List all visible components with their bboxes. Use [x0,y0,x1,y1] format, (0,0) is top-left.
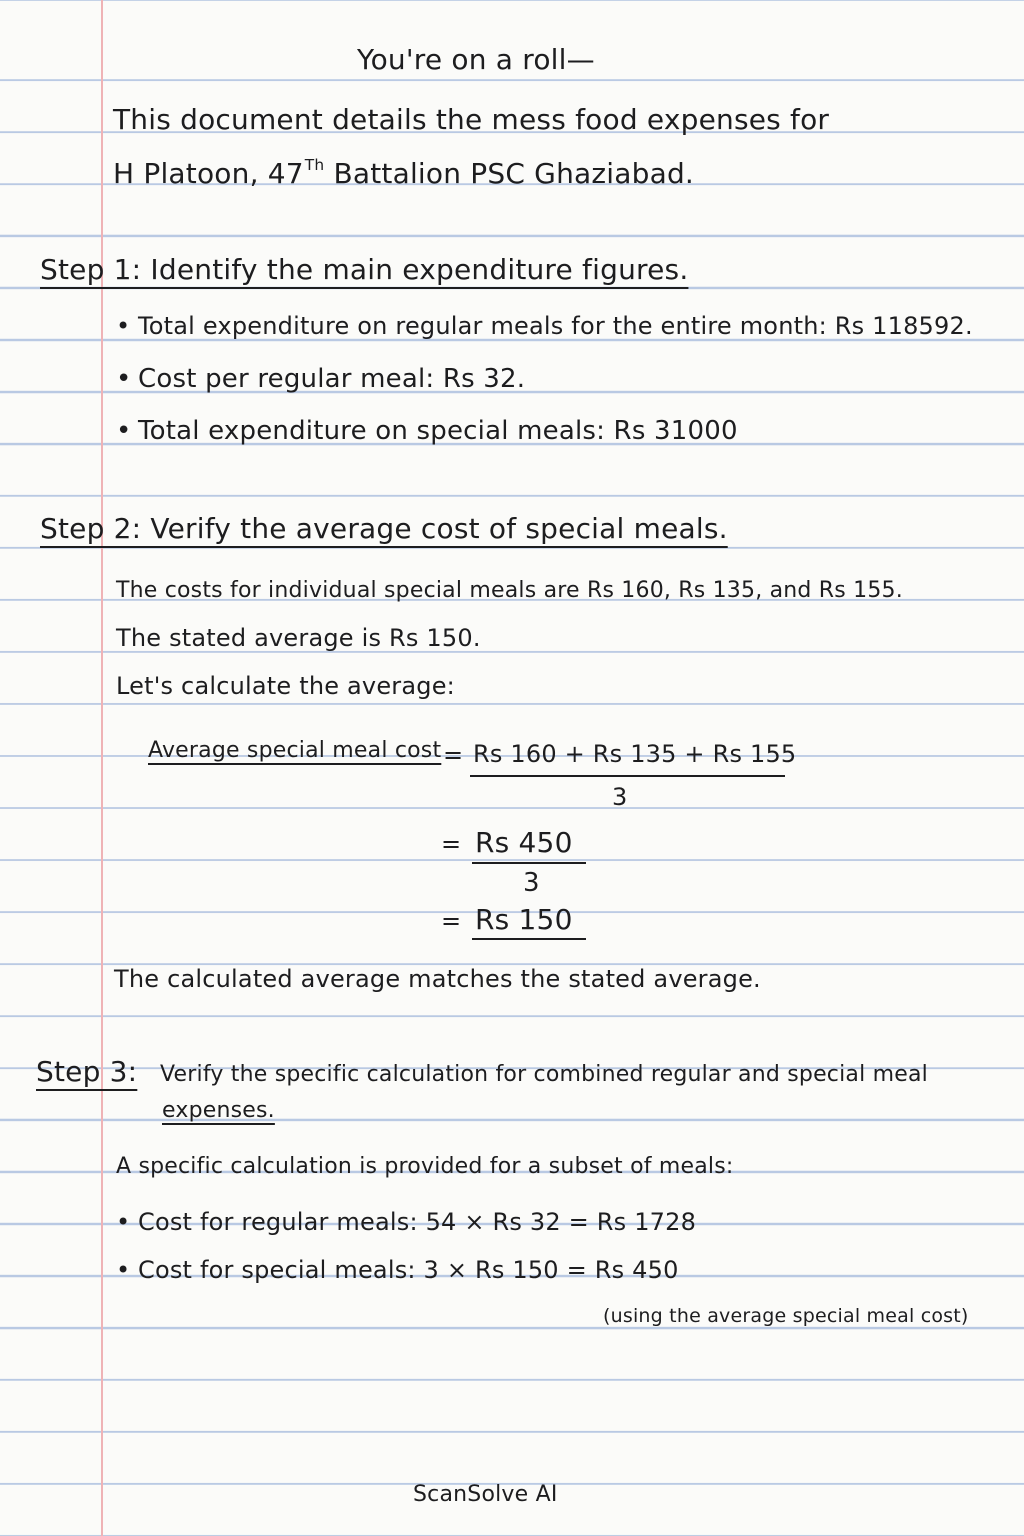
step-1-bullet-1-text: Total expenditure on regular meals for the entire month: Rs 118592. [138,312,973,340]
intro-line-2 [113,156,695,191]
intro-superscript: Th [304,156,325,174]
step-1-bullet-2-text: Cost per regular meal: Rs 32. [138,364,526,394]
step-3-label: Step 3: [36,1055,138,1088]
step-2-line-2: The stated average is Rs 150. [116,624,481,652]
equation-lhs: Average special meal cost [148,738,442,763]
step-1-bullet-3-text: Total expenditure on special meals: Rs 31000 [138,416,738,446]
step-2-line-3: Let's calculate the average: [116,672,455,700]
equation-numerator-2: Rs 450 [475,826,573,859]
roll-header: You're on a roll— [357,43,595,76]
intro-line-2-end: Battalion PSC Ghaziabad. [324,157,695,191]
step-3-bullet-2-text: Cost for special meals: 3 × Rs 150 = Rs 450 [138,1256,679,1284]
result-underline [472,938,586,940]
equation-equals-3: = [441,907,462,935]
equation-equals-1: = [443,741,464,769]
step-2-heading: Step 2: Verify the average cost of special meals. [40,512,728,545]
equation-equals-2: = [441,830,462,858]
intro-line-1: This document details the mess food expenses for [113,103,830,136]
step-2-line-1: The costs for individual special meals are Rs 160, Rs 135, and Rs 155. [116,578,903,603]
step-3-intro: A specific calculation is provided for a subset of meals: [116,1154,734,1179]
notebook-margin-line [101,0,103,1536]
step-1-bullet-1: • Total expenditure on regular meals for the entire month: Rs 118592. [116,312,973,340]
equation-result: Rs 150 [475,903,573,936]
step-1-heading: Step 1: Identify the main expenditure figures. [40,253,689,286]
equation-denominator-2: 3 [523,868,540,898]
footer-brand: ScanSolve AI [413,1482,558,1507]
equation-numerator-1: Rs 160 + Rs 135 + Rs 155 [473,740,797,768]
equation-denominator-1: 3 [612,783,628,811]
step-2-conclusion: The calculated average matches the stated average. [114,965,761,993]
step-1-bullet-2: • Cost per regular meal: Rs 32. [116,364,526,394]
fraction-bar-1 [470,775,785,777]
fraction-bar-2 [472,862,586,864]
step-3-bullet-1: • Cost for regular meals: 54 × Rs 32 = Rs 1728 [116,1208,697,1236]
step-1-bullet-3: • Total expenditure on special meals: Rs 31000 [116,416,738,446]
step-3-bullet-2: • Cost for special meals: 3 × Rs 150 = Rs 450 [116,1256,679,1284]
step-3-note: (using the average special meal cost) [603,1305,969,1327]
intro-line-2-start: H Platoon, 47 [113,157,304,191]
step-3-heading-line-2: expenses. [162,1098,275,1123]
step-3-heading-line-1: Verify the specific calculation for combined regular and special meal [160,1062,928,1087]
step-3-bullet-1-text: Cost for regular meals: 54 × Rs 32 = Rs 1728 [138,1208,697,1236]
